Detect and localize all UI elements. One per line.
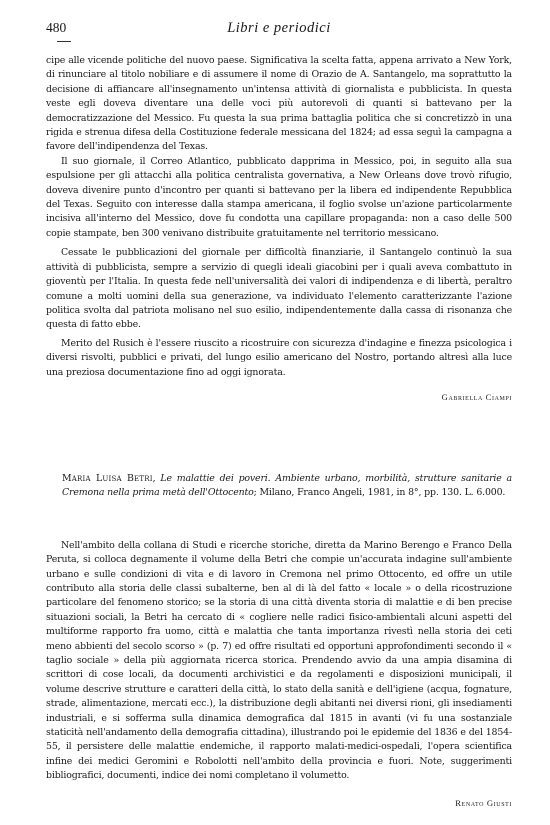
page-number-rule bbox=[57, 41, 71, 42]
book-publication: ; Milano, Franco Angeli, 1981, in 8°, pp. 130. L. 6.000. bbox=[253, 487, 506, 499]
review2-signature: Renato Giusti bbox=[455, 797, 512, 808]
review1-signature: Gabriella Ciampi bbox=[441, 391, 512, 402]
review-santangelo bbox=[46, 54, 512, 402]
review-betri bbox=[46, 472, 512, 808]
review1-paragraph-2: Il suo giornale, il Correo Atlantico, pubblicato dapprima in Messico, poi, in seguito alla sua espulsione per gli attacchi alla politica centralista governativa, a New Orleans dove trovò rifugio, doveva divenire punto d'incontro per quanti si battevano per la libera ed indipendente Repubblica del Texas. Seguito con interesse dalla stampa americana, il foglio svolse un'azione particolarmente incisiva all'interno del Messico, dove fu condotta una capillare propaganda: non a caso delle 500 copie stampate, ben 300 venivano distribuite gratuitamente nel territorio messicano. bbox=[46, 155, 512, 239]
page bbox=[46, 20, 512, 808]
review1-paragraph-3: Cessate le pubblicazioni del giornale per difficoltà finanziarie, il Santangelo continuò la sua attività di pubblicista, sempre a servizio di quegli ideali giacobini per i quali aveva combattuto in gioventù per l'Italia. In questa fede nell'universalità dei valori di indipendenza e di libertà, peraltro comune a molti uomini della sua generazione, va individuato l'elemento caratterizzante l'azione politica svolta dal patriota molisano nel suo esilio, indipendentemente dalla cassa di risonanza che questa di fatto ebbe. bbox=[46, 247, 512, 331]
journal-title: Libri e periodici bbox=[227, 20, 331, 36]
review1-paragraph-1: cipe alle vicende politiche del nuovo paese. Significativa la scelta fatta, appena arrivato a New York, di rinunciare al titolo nobiliare e di assumere il nome di Orazio de A. Santangelo, ma soprattutto la decisione di affiancare all'insegnamento un'intensa attività di giornalista e pubblicista. In questa veste egli doveva diventare una delle voci più autorevoli di quanti si battevano per la democratizzazione del Messico. Fu questa la sua prima battaglia politica che si concretizzò in una rigida e strenua difesa della Costituzione federale messicana del 1824; ad essa seguì la campagna a favore dell'indipendenza del Texas. bbox=[46, 55, 512, 153]
book-citation: Maria Luisa Betri, Le malattie dei poveri. Ambiente urbano, morbilità, strutture sanitarie a Cremona nella prima metà dell'Ottocento; Milano, Franco Angeli, 1981, in 8°, pp. 130. L. 6.000. bbox=[62, 472, 512, 499]
page-number: 480 bbox=[46, 20, 67, 35]
book-title: Le malattie dei poveri. Ambiente urbano, morbilità, strutture sanitarie a Cremona nella prima metà dell'Ottocento bbox=[62, 472, 512, 499]
book-author: Maria Luisa Betri bbox=[62, 472, 153, 484]
running-head bbox=[46, 20, 512, 42]
review2-paragraph: Nell'ambito della collana di Studi e ricerche storiche, diretta da Marino Berengo e Franco Della Peruta, si colloca degnamente il volume della Betri che compie un'accurata indagine sull'ambiente urbano e sulle condizioni di vita e di lavoro in Cremona nel primo Ottocento, ed offre un utile contributo alla storia delle classi subalterne, ben al di là del fatto « locale » o della ricostruzione particolare del fenomeno storico; se la storia di una città diventa storia di malattie e di ben precise situazioni sociali, la Betri ha cercato di « cogliere nelle radici fisico-ambientali alcuni aspetti del multiforme rapporto fra uomo, città e malattia che tanta importanza rivestì nella storia dei ceti meno abbienti del secolo scorso » (p. 7) ed offre risultati ed opportuni approfondimenti secondo il « taglio sociale » della più aggiornata ricerca storica. Prendendo avvio da una ampia disamina di scrittori di cose locali, da documenti archivistici e da regolamenti e disposizioni municipali, il volume descrive strutture e caratteri della città, lo stato della sanità e dell'igiene (acqua, fognature, strade, alimentazione, mercati ecc.), la distribuzione degli abitanti nei diversi rioni, gli insediamenti industriali, e si sofferma sulla dinamica demografica dal 1815 in avanti (vi fu una sostanziale staticità nell'andamento della demografia cittadina), illustrando poi le epidemie del 1836 e del 1854-55, il persistere delle malattie endemiche, il rapporto malati-medici-ospedali, l'opera scientifica infine dei medici Geromini e Robolotti nell'ambito della provincia e fuori. Note, suggerimenti bibliografici, documenti, indice dei nomi completano il volumetto. bbox=[46, 539, 512, 782]
review1-paragraph-4: Merito del Rusich è l'essere riuscito a ricostruire con sicurezza d'indagine e finezza psicologica i diversi risvolti, pubblici e privati, del lungo esilio americano del Nostro, portando altresì alla luce una preziosa documentazione fino ad oggi ignorata. bbox=[46, 337, 512, 378]
